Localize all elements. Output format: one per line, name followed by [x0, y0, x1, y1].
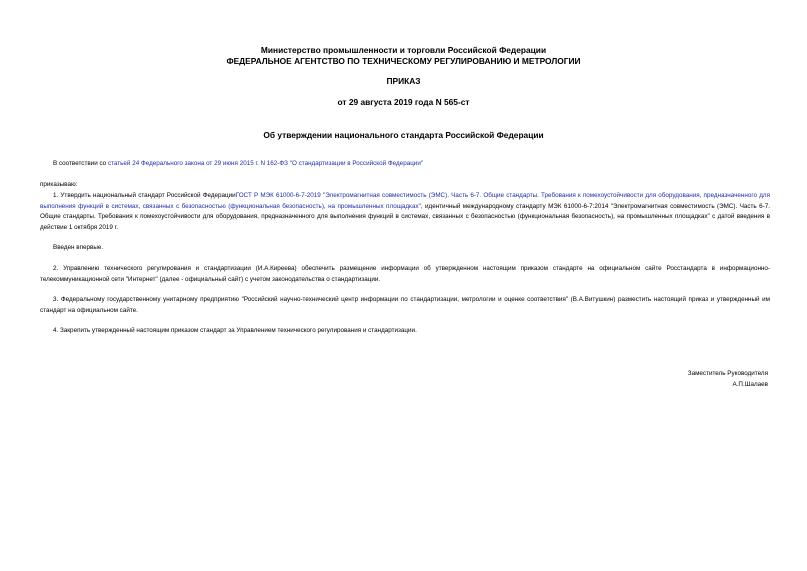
- document-subject: Об утверждении национального стандарта Российской Федерации: [263, 130, 544, 140]
- federal-law-link[interactable]: статьей 24 Федерального закона от 29 июня 2015 г. N 162-ФЗ "О стандартизации в Российской Федерации": [107, 160, 424, 167]
- signatory-position: Заместитель Руководителя: [687, 370, 768, 377]
- item-1-prefix: 1. Утвердить национальный стандарт Российской Федерации: [53, 192, 236, 199]
- item-1-paragraph: [40, 191, 770, 233]
- item-3-paragraph: 3. Федеральному государственному унитарному предприятию "Российский научно-технический центр информации по стандартизации, метрологии и оценке соответствия" (В.А.Витушкин) разместить настоящий приказ и утвержденный им стандарт на официальном сайте.: [40, 296, 770, 314]
- item-4-paragraph: 4. Закрепить утвержденный настоящим приказом стандарт за Управлением технического регулирования и стандартизации.: [53, 327, 417, 334]
- item-2-paragraph: 2. Управлению технического регулирования и стандартизации (И.А.Киреева) обеспечить размещение информации об утвержденном настоящим приказом стандарте на официальном сайте Росстандарта в информационно-телекоммуникационной сети "Интернет" (далее - официальный сайт) с учетом законодательства о стандартизации.: [40, 265, 770, 283]
- signatory-name: А.П.Шалаев: [732, 381, 768, 388]
- introduced-note: Введен впервые.: [53, 244, 104, 251]
- preamble-paragraph: [53, 159, 423, 170]
- agency-title: ФЕДЕРАЛЬНОЕ АГЕНТСТВО ПО ТЕХНИЧЕСКОМУ РЕГУЛИРОВАНИЮ И МЕТРОЛОГИИ: [226, 56, 581, 66]
- item-1-suffix: , идентичный международному стандарту МЭК 61000-6-7:2014 "Электромагнитная совместимость (ЭМС). Часть 6-7. Общие стандарты. Требования к помехоустойчивости для оборудования, предназначенного для выполнения функций в системах, связанных с безопасностью (функциональная безопасность), на промышленных площадках" с датой введения в действие 1 октября 2019 г.: [40, 202, 770, 231]
- order-word: приказываю:: [40, 181, 78, 188]
- ministry-title: Министерство промышленности и торговли Российской Федерации: [260, 45, 547, 55]
- document-date: от 29 августа 2019 года N 565-ст: [337, 97, 470, 107]
- document-type: ПРИКАЗ: [386, 76, 421, 86]
- preamble-prefix: В соответствии со: [53, 160, 108, 167]
- gost-standard-link[interactable]: ГОСТ Р МЭК 61000-6-7-2019 "Электромагнитная совместимость (ЭМС). Часть 6-7. Общие стандарты. Требования к помехоустойчивости для оборудования, предназначенного для выполнения функций в системах, связанных с безопасностью (функциональная безопасность), на промышленных площадках": [40, 192, 770, 210]
